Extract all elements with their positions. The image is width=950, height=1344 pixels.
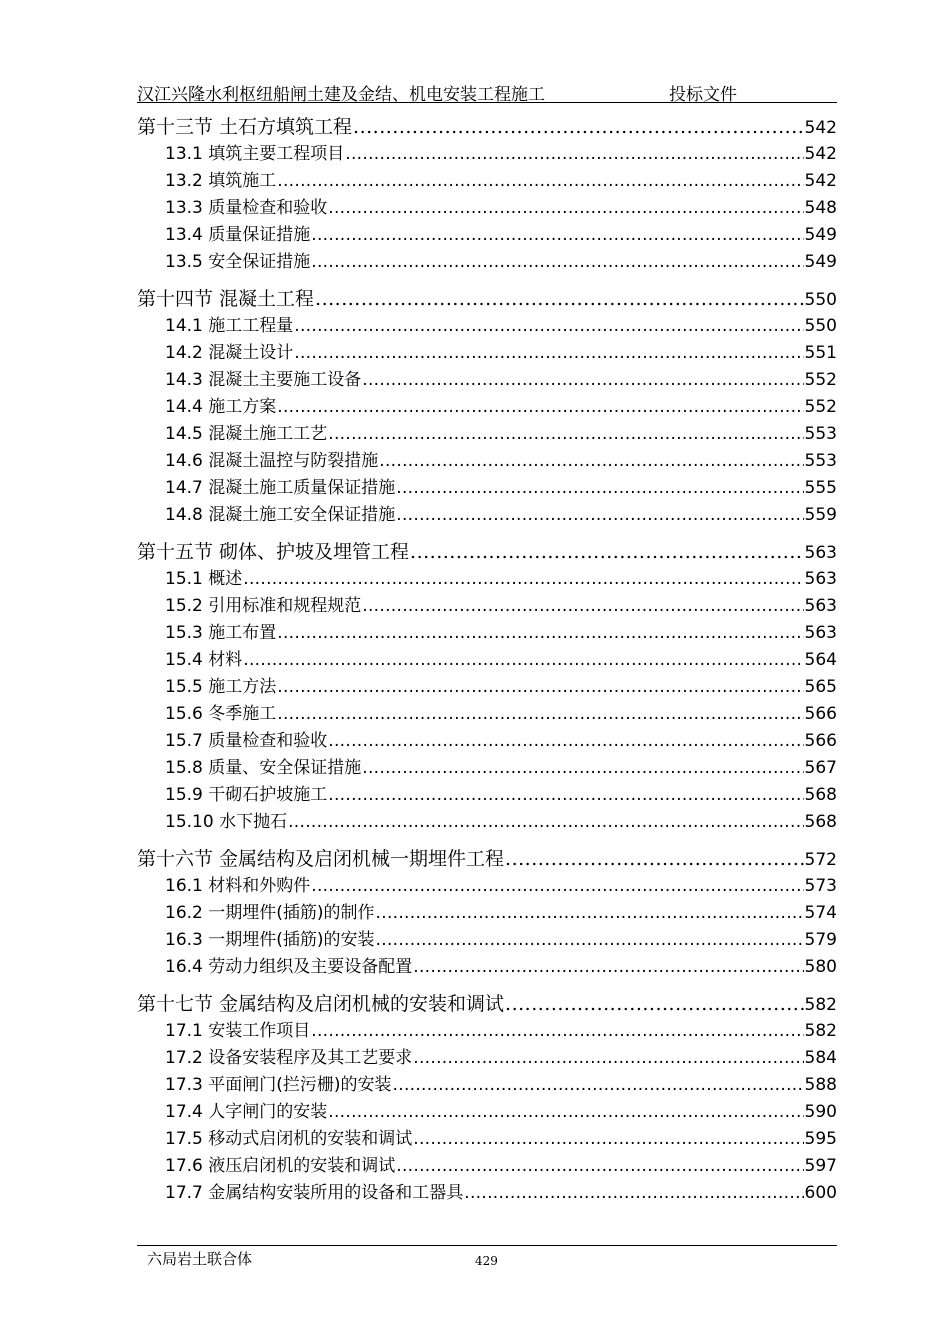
toc-item-entry[interactable] bbox=[137, 900, 837, 927]
toc-item-title: 移动式启闭机的安装和调试 bbox=[208, 1129, 413, 1149]
toc-page-number: 548 bbox=[804, 198, 837, 218]
toc-item-entry[interactable] bbox=[137, 448, 837, 475]
toc-dot-leader bbox=[328, 1099, 803, 1126]
toc-page-number: 590 bbox=[804, 1102, 837, 1122]
toc-item-entry[interactable] bbox=[137, 249, 837, 276]
toc-item-title: 人字闸门的安装 bbox=[208, 1102, 328, 1122]
toc-item-entry[interactable] bbox=[137, 593, 837, 620]
toc-dot-leader bbox=[288, 809, 803, 836]
toc-item-label bbox=[165, 1099, 327, 1126]
toc-item-label bbox=[165, 809, 287, 836]
toc-item-title: 填筑主要工程项目 bbox=[208, 144, 345, 164]
toc-item-title: 液压启闭机的安装和调试 bbox=[208, 1156, 396, 1176]
toc-item-number: 16.3 bbox=[165, 930, 203, 950]
toc-dot-leader bbox=[362, 755, 803, 782]
toc-item-label bbox=[165, 755, 361, 782]
toc-item-number: 17.2 bbox=[165, 1048, 203, 1068]
toc-chapter-title: 第十六节 金属结构及启闭机械一期埋件工程 bbox=[137, 848, 505, 870]
toc-item-entry[interactable] bbox=[137, 728, 837, 755]
toc-dot-leader bbox=[328, 195, 803, 222]
toc-dot-leader bbox=[277, 674, 803, 701]
toc-page-number: 588 bbox=[804, 1075, 837, 1095]
toc-chapter-entry[interactable] bbox=[137, 538, 837, 566]
toc-dot-leader bbox=[294, 340, 803, 367]
toc-item-number: 15.3 bbox=[165, 623, 203, 643]
toc-page-number: 553 bbox=[804, 451, 837, 471]
toc-dot-leader bbox=[379, 448, 803, 475]
toc-item-number: 13.2 bbox=[165, 171, 203, 191]
toc-item-entry[interactable] bbox=[137, 954, 837, 981]
toc-page-number: 566 bbox=[804, 731, 837, 751]
toc-page-number: 566 bbox=[804, 704, 837, 724]
toc-page-number: 567 bbox=[804, 758, 837, 778]
toc-item-label bbox=[165, 340, 293, 367]
toc-page-number: 574 bbox=[804, 903, 837, 923]
toc-item-label bbox=[165, 566, 242, 593]
toc-item-title: 引用标准和规程规范 bbox=[208, 596, 362, 616]
toc-page-number: 580 bbox=[804, 957, 837, 977]
toc-item-title: 混凝土施工工艺 bbox=[208, 424, 328, 444]
toc-section bbox=[137, 845, 837, 981]
toc-page-number: 551 bbox=[804, 343, 837, 363]
toc-item-number: 14.1 bbox=[165, 316, 203, 336]
toc-item-entry[interactable] bbox=[137, 755, 837, 782]
toc-page-number: 555 bbox=[804, 478, 837, 498]
toc-item-title: 质量、安全保证措施 bbox=[208, 758, 362, 778]
toc-item-label bbox=[165, 168, 276, 195]
toc-item-label bbox=[165, 1045, 412, 1072]
toc-item-number: 17.3 bbox=[165, 1075, 203, 1095]
toc-item-title: 水下抛石 bbox=[219, 812, 288, 832]
toc-item-label bbox=[165, 475, 395, 502]
toc-item-title: 概述 bbox=[208, 569, 243, 589]
toc-item-number: 16.2 bbox=[165, 903, 203, 923]
toc-item-entry[interactable] bbox=[137, 502, 837, 529]
toc-item-number: 17.6 bbox=[165, 1156, 203, 1176]
toc-item-label bbox=[165, 249, 310, 276]
toc-dot-leader bbox=[311, 222, 803, 249]
toc-item-number: 15.4 bbox=[165, 650, 203, 670]
toc-item-title: 质量检查和验收 bbox=[208, 198, 328, 218]
table-of-contents bbox=[137, 113, 837, 1216]
toc-item-entry[interactable] bbox=[137, 782, 837, 809]
toc-item-number: 14.8 bbox=[165, 505, 203, 525]
toc-item-entry[interactable] bbox=[137, 1126, 837, 1153]
toc-item-label bbox=[165, 222, 310, 249]
toc-item-title: 平面闸门(拦污栅)的安装 bbox=[208, 1075, 392, 1095]
toc-chapter-entry[interactable] bbox=[137, 845, 837, 873]
toc-item-label bbox=[165, 1072, 392, 1099]
toc-dot-leader bbox=[277, 168, 803, 195]
toc-item-label bbox=[165, 502, 395, 529]
toc-page-number: 549 bbox=[804, 225, 837, 245]
toc-dot-leader bbox=[315, 285, 804, 313]
toc-item-number: 13.4 bbox=[165, 225, 203, 245]
toc-page-number: 582 bbox=[804, 995, 837, 1015]
toc-dot-leader bbox=[311, 1018, 803, 1045]
toc-item-title: 材料和外购件 bbox=[208, 876, 311, 896]
toc-item-entry[interactable] bbox=[137, 809, 837, 836]
footer-organization: 六局岩土联合体 bbox=[147, 1250, 253, 1268]
toc-dot-leader bbox=[345, 141, 803, 168]
toc-item-title: 施工工程量 bbox=[208, 316, 294, 336]
toc-dot-leader bbox=[396, 1153, 803, 1180]
toc-item-label bbox=[165, 674, 276, 701]
toc-item-number: 14.6 bbox=[165, 451, 203, 471]
toc-chapter-entry[interactable] bbox=[137, 990, 837, 1018]
toc-section bbox=[137, 285, 837, 529]
toc-item-number: 15.8 bbox=[165, 758, 203, 778]
toc-item-number: 17.1 bbox=[165, 1021, 203, 1041]
toc-item-title: 干砌石护坡施工 bbox=[208, 785, 328, 805]
toc-item-label bbox=[165, 782, 327, 809]
toc-item-entry[interactable] bbox=[137, 168, 837, 195]
toc-item-number: 13.3 bbox=[165, 198, 203, 218]
toc-item-title: 设备安装程序及其工艺要求 bbox=[208, 1048, 413, 1068]
toc-page-number: 568 bbox=[804, 785, 837, 805]
toc-item-number: 15.5 bbox=[165, 677, 203, 697]
toc-item-number: 15.9 bbox=[165, 785, 203, 805]
toc-item-title: 填筑施工 bbox=[208, 171, 277, 191]
toc-dot-leader bbox=[413, 954, 803, 981]
toc-item-label bbox=[165, 1126, 412, 1153]
toc-page-number: 542 bbox=[804, 144, 837, 164]
toc-item-entry[interactable] bbox=[137, 620, 837, 647]
toc-chapter-entry[interactable] bbox=[137, 113, 837, 141]
toc-item-label bbox=[165, 195, 327, 222]
toc-page-number: 550 bbox=[804, 290, 837, 310]
toc-page-number: 572 bbox=[804, 850, 837, 870]
page-footer bbox=[137, 1245, 837, 1268]
toc-item-title: 质量检查和验收 bbox=[208, 731, 328, 751]
toc-page-number: 542 bbox=[804, 118, 837, 138]
header-document-type: 投标文件 bbox=[669, 85, 737, 105]
toc-item-label bbox=[165, 954, 412, 981]
toc-item-entry[interactable] bbox=[137, 1072, 837, 1099]
toc-item-label bbox=[165, 900, 375, 927]
toc-item-label bbox=[165, 701, 276, 728]
toc-item-entry[interactable] bbox=[137, 1153, 837, 1180]
toc-item-entry[interactable] bbox=[137, 1018, 837, 1045]
toc-page-number: 579 bbox=[804, 930, 837, 950]
toc-item-title: 质量保证措施 bbox=[208, 225, 311, 245]
toc-item-title: 混凝土施工质量保证措施 bbox=[208, 478, 396, 498]
toc-item-entry[interactable] bbox=[137, 340, 837, 367]
toc-dot-leader bbox=[362, 367, 803, 394]
toc-item-number: 14.4 bbox=[165, 397, 203, 417]
toc-dot-leader bbox=[505, 990, 804, 1018]
toc-dot-leader bbox=[464, 1180, 803, 1207]
toc-item-title: 混凝土主要施工设备 bbox=[208, 370, 362, 390]
toc-item-title: 施工方案 bbox=[208, 397, 277, 417]
toc-item-entry[interactable] bbox=[137, 1045, 837, 1072]
toc-item-number: 16.4 bbox=[165, 957, 203, 977]
toc-item-number: 17.4 bbox=[165, 1102, 203, 1122]
toc-page-number: 552 bbox=[804, 370, 837, 390]
toc-page-number: 550 bbox=[804, 316, 837, 336]
toc-item-title: 冬季施工 bbox=[208, 704, 277, 724]
toc-item-title: 安装工作项目 bbox=[208, 1021, 311, 1041]
toc-item-label bbox=[165, 1153, 395, 1180]
toc-item-entry[interactable] bbox=[137, 1180, 837, 1207]
toc-page-number: 600 bbox=[804, 1183, 837, 1203]
toc-item-label bbox=[165, 620, 276, 647]
toc-item-title: 混凝土温控与防裂措施 bbox=[208, 451, 379, 471]
toc-item-title: 材料 bbox=[208, 650, 243, 670]
toc-item-label bbox=[165, 448, 378, 475]
toc-page-number: 595 bbox=[804, 1129, 837, 1149]
toc-item-title: 施工方法 bbox=[208, 677, 277, 697]
toc-dot-leader bbox=[328, 421, 803, 448]
toc-dot-leader bbox=[376, 900, 804, 927]
toc-item-entry[interactable] bbox=[137, 1099, 837, 1126]
toc-item-entry[interactable] bbox=[137, 367, 837, 394]
toc-section bbox=[137, 990, 837, 1207]
toc-item-entry[interactable] bbox=[137, 141, 837, 168]
toc-dot-leader bbox=[505, 845, 804, 873]
toc-item-entry[interactable] bbox=[137, 394, 837, 421]
toc-chapter-title: 第十五节 砌体、护坡及埋管工程 bbox=[137, 541, 410, 563]
toc-dot-leader bbox=[311, 873, 803, 900]
toc-item-entry[interactable] bbox=[137, 195, 837, 222]
toc-page-number: 582 bbox=[804, 1021, 837, 1041]
toc-dot-leader bbox=[311, 249, 803, 276]
toc-page-number: 559 bbox=[804, 505, 837, 525]
toc-dot-leader bbox=[328, 728, 803, 755]
toc-dot-leader bbox=[376, 927, 804, 954]
toc-item-label bbox=[165, 1180, 463, 1207]
toc-page-number: 584 bbox=[804, 1048, 837, 1068]
toc-item-label bbox=[165, 873, 310, 900]
toc-page-number: 563 bbox=[804, 569, 837, 589]
toc-item-entry[interactable] bbox=[137, 566, 837, 593]
toc-dot-leader bbox=[243, 566, 803, 593]
toc-item-entry[interactable] bbox=[137, 701, 837, 728]
toc-page-number: 597 bbox=[804, 1156, 837, 1176]
toc-item-number: 15.7 bbox=[165, 731, 203, 751]
toc-dot-leader bbox=[362, 593, 803, 620]
toc-page-number: 542 bbox=[804, 171, 837, 191]
toc-dot-leader bbox=[294, 313, 803, 340]
toc-page-number: 563 bbox=[804, 623, 837, 643]
toc-dot-leader bbox=[393, 1072, 804, 1099]
toc-item-label bbox=[165, 394, 276, 421]
toc-item-number: 15.10 bbox=[165, 812, 214, 832]
toc-dot-leader bbox=[353, 113, 804, 141]
toc-section bbox=[137, 538, 837, 836]
toc-item-label bbox=[165, 927, 375, 954]
toc-page-number: 553 bbox=[804, 424, 837, 444]
toc-item-label bbox=[165, 728, 327, 755]
toc-item-label bbox=[165, 1018, 310, 1045]
toc-page-number: 549 bbox=[804, 252, 837, 272]
toc-item-label bbox=[165, 421, 327, 448]
toc-dot-leader bbox=[413, 1126, 803, 1153]
toc-item-entry[interactable] bbox=[137, 674, 837, 701]
toc-item-label bbox=[165, 367, 361, 394]
toc-item-number: 14.2 bbox=[165, 343, 203, 363]
toc-item-number: 17.7 bbox=[165, 1183, 203, 1203]
toc-item-entry[interactable] bbox=[137, 421, 837, 448]
toc-item-number: 15.1 bbox=[165, 569, 203, 589]
page-header bbox=[137, 78, 837, 103]
toc-chapter-title: 第十七节 金属结构及启闭机械的安装和调试 bbox=[137, 993, 505, 1015]
toc-item-title: 一期埋件(插筋)的制作 bbox=[208, 903, 375, 923]
toc-chapter-title: 第十四节 混凝土工程 bbox=[137, 288, 315, 310]
toc-dot-leader bbox=[277, 394, 803, 421]
toc-dot-leader bbox=[396, 502, 803, 529]
toc-item-number: 14.7 bbox=[165, 478, 203, 498]
toc-dot-leader bbox=[277, 701, 803, 728]
toc-item-label bbox=[165, 141, 344, 168]
toc-item-entry[interactable] bbox=[137, 873, 837, 900]
toc-dot-leader bbox=[243, 647, 803, 674]
toc-item-entry[interactable] bbox=[137, 927, 837, 954]
toc-item-entry[interactable] bbox=[137, 313, 837, 340]
toc-page-number: 564 bbox=[804, 650, 837, 670]
toc-dot-leader bbox=[410, 538, 804, 566]
toc-item-title: 安全保证措施 bbox=[208, 252, 311, 272]
toc-dot-leader bbox=[328, 782, 803, 809]
toc-item-entry[interactable] bbox=[137, 647, 837, 674]
toc-page-number: 552 bbox=[804, 397, 837, 417]
toc-item-number: 17.5 bbox=[165, 1129, 203, 1149]
toc-dot-leader bbox=[277, 620, 803, 647]
toc-page-number: 563 bbox=[804, 596, 837, 616]
toc-chapter-title: 第十三节 土石方填筑工程 bbox=[137, 116, 353, 138]
toc-item-number: 15.2 bbox=[165, 596, 203, 616]
toc-page-number: 568 bbox=[804, 812, 837, 832]
toc-page-number: 565 bbox=[804, 677, 837, 697]
toc-chapter-entry[interactable] bbox=[137, 285, 837, 313]
toc-item-label bbox=[165, 313, 293, 340]
toc-item-entry[interactable] bbox=[137, 475, 837, 502]
toc-item-title: 劳动力组织及主要设备配置 bbox=[208, 957, 413, 977]
toc-item-label bbox=[165, 647, 242, 674]
toc-section bbox=[137, 113, 837, 276]
toc-item-number: 13.1 bbox=[165, 144, 203, 164]
toc-dot-leader bbox=[413, 1045, 803, 1072]
toc-item-label bbox=[165, 593, 361, 620]
toc-item-title: 混凝土施工安全保证措施 bbox=[208, 505, 396, 525]
toc-item-title: 一期埋件(插筋)的安装 bbox=[208, 930, 375, 950]
toc-page-number: 573 bbox=[804, 876, 837, 896]
toc-item-title: 金属结构安装所用的设备和工器具 bbox=[208, 1183, 464, 1203]
toc-dot-leader bbox=[396, 475, 803, 502]
toc-item-title: 施工布置 bbox=[208, 623, 277, 643]
toc-page-number: 563 bbox=[804, 543, 837, 563]
toc-item-title: 混凝土设计 bbox=[208, 343, 294, 363]
footer-page-number: 429 bbox=[475, 1254, 498, 1268]
toc-item-number: 16.1 bbox=[165, 876, 203, 896]
toc-item-entry[interactable] bbox=[137, 222, 837, 249]
toc-item-number: 14.5 bbox=[165, 424, 203, 444]
toc-item-number: 15.6 bbox=[165, 704, 203, 724]
toc-item-number: 13.5 bbox=[165, 252, 203, 272]
toc-item-number: 14.3 bbox=[165, 370, 203, 390]
header-project-title: 汉江兴隆水利枢纽船闸土建及金结、机电安装工程施工 bbox=[137, 85, 545, 105]
